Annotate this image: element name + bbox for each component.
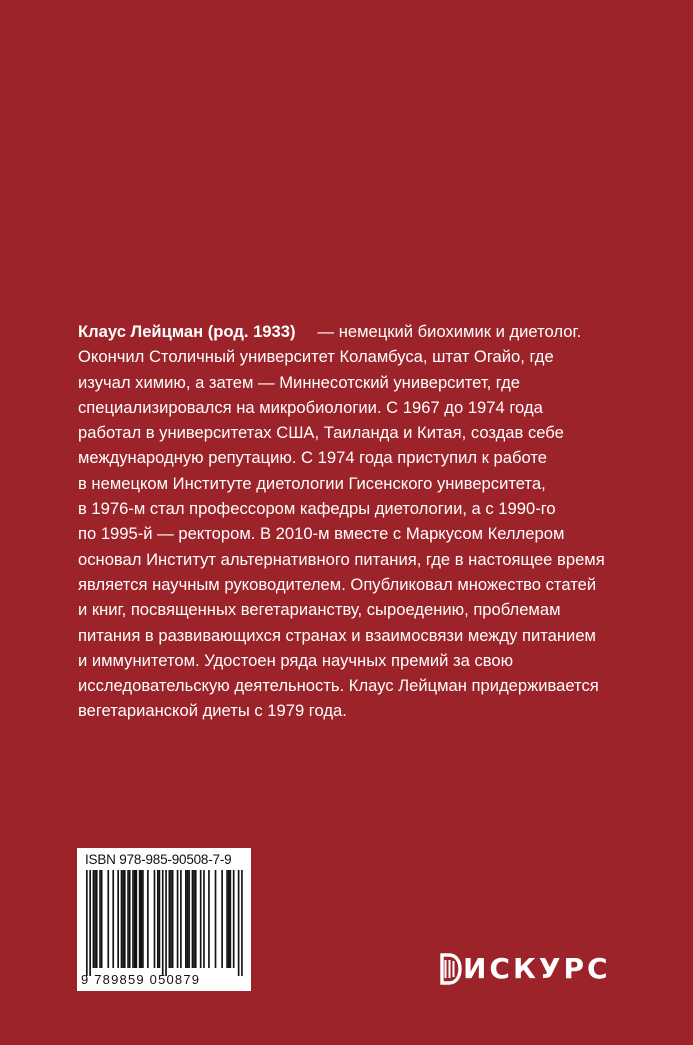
barcode-bar <box>159 870 161 968</box>
bio-line: исследовательскую деятельность. Клаус Лейцман придерживается <box>78 676 599 696</box>
bio-first-line-rest: — немецкий биохимик и диетолог. <box>317 322 582 341</box>
barcode-bar <box>129 870 131 968</box>
barcode-bar <box>188 870 190 968</box>
publisher-name: ИСКУРС <box>463 952 611 985</box>
bio-line: и иммунитетом. Удостоен ряда научных премий за свою <box>78 650 514 670</box>
barcode-bar <box>124 870 126 968</box>
bio-line: по 1995-й — ректором. В 2010-м вместе с Маркусом Келлером <box>78 524 565 544</box>
barcode-bar <box>233 870 235 968</box>
barcode-bar <box>157 870 159 968</box>
barcode-bar <box>127 870 129 968</box>
bio-line: специализировался на микробиологии. С 1967 до 1974 года <box>78 397 543 417</box>
barcode-bar <box>185 870 187 968</box>
barcode-bar <box>165 870 167 976</box>
barcode-bar <box>101 870 103 968</box>
diskurs-d-icon <box>440 949 462 989</box>
barcode-bar <box>136 870 138 968</box>
bio-line: и книг, посвященных вегетарианству, сыроедению, проблемам <box>78 600 561 620</box>
barcode-bar <box>203 870 205 968</box>
barcode-bar <box>154 870 156 968</box>
author-bio <box>78 319 638 724</box>
barcode-bar <box>172 870 174 968</box>
isbn-label: ISBN 978-985-90508-7-9 <box>85 852 232 867</box>
barcode-bars <box>77 870 251 980</box>
barcode-bar <box>226 870 228 968</box>
barcode-bar <box>177 870 179 968</box>
bio-line: в 1976-м стал профессором кафедры диетологии, а с 1990-го <box>78 499 556 519</box>
ean-digits: 9 789859 050879 <box>81 972 201 987</box>
barcode-bar <box>241 870 243 976</box>
barcode-bar <box>180 870 182 968</box>
bio-line: вегетарианской диеты с 1979 года. <box>78 701 347 721</box>
barcode-bar <box>142 870 144 968</box>
barcode-bar <box>193 870 195 968</box>
bio-line: Окончил Столичный университет Коламбуса, штат Огайо, где <box>78 347 554 367</box>
barcode-bar <box>192 870 194 968</box>
barcode-bar <box>122 870 124 968</box>
barcode-bar <box>195 870 197 968</box>
barcode-bar <box>139 870 141 968</box>
barcode-bar <box>134 870 136 968</box>
bio-first-line <box>78 319 638 344</box>
isbn-barcode <box>77 848 251 991</box>
barcode-bar <box>170 870 172 968</box>
bio-line: в немецком Институте диетологии Гисенского университета, <box>78 473 546 493</box>
barcode-bar <box>147 870 149 968</box>
barcode-bar <box>140 870 142 968</box>
barcode-bar <box>117 870 119 968</box>
barcode-bar <box>93 870 95 968</box>
barcode-bar <box>86 870 88 976</box>
barcode-bar <box>208 870 210 968</box>
bio-line: международную репутацию. С 1974 года приступил к работе <box>78 448 547 468</box>
barcode-bar <box>162 870 164 976</box>
barcode-bar <box>215 870 217 968</box>
barcode-bar <box>228 870 230 968</box>
bio-line: основал Институт альтернативного питания, где в настоящее время <box>78 549 605 569</box>
barcode-bar <box>187 870 189 968</box>
barcode-bar <box>221 870 223 968</box>
bio-line: питания в развивающихся странах и взаимосвязи между питанием <box>78 625 596 645</box>
barcode-bar <box>230 870 232 968</box>
barcode-bar <box>89 870 91 976</box>
barcode-bar <box>200 870 202 968</box>
barcode-bar <box>96 870 98 968</box>
barcode-bar <box>99 870 101 968</box>
author-name: Клаус Лейцман (род. 1933) <box>78 322 296 341</box>
barcode-bar <box>132 870 134 968</box>
barcode-bar <box>107 870 109 968</box>
barcode-bar <box>112 870 114 968</box>
bio-line: работал в университетах США, Таиланда и Китая, создав себе <box>78 423 564 443</box>
barcode-bar <box>238 870 240 976</box>
bio-line: является научным руководителем. Опубликовал множество статей <box>78 574 597 594</box>
bio-line: изучал химию, а затем — Миннесотский университет, где <box>78 372 521 392</box>
publisher-logo <box>440 948 611 990</box>
barcode-bar <box>121 870 123 968</box>
barcode-bar <box>94 870 96 968</box>
barcode-bar <box>169 870 171 968</box>
